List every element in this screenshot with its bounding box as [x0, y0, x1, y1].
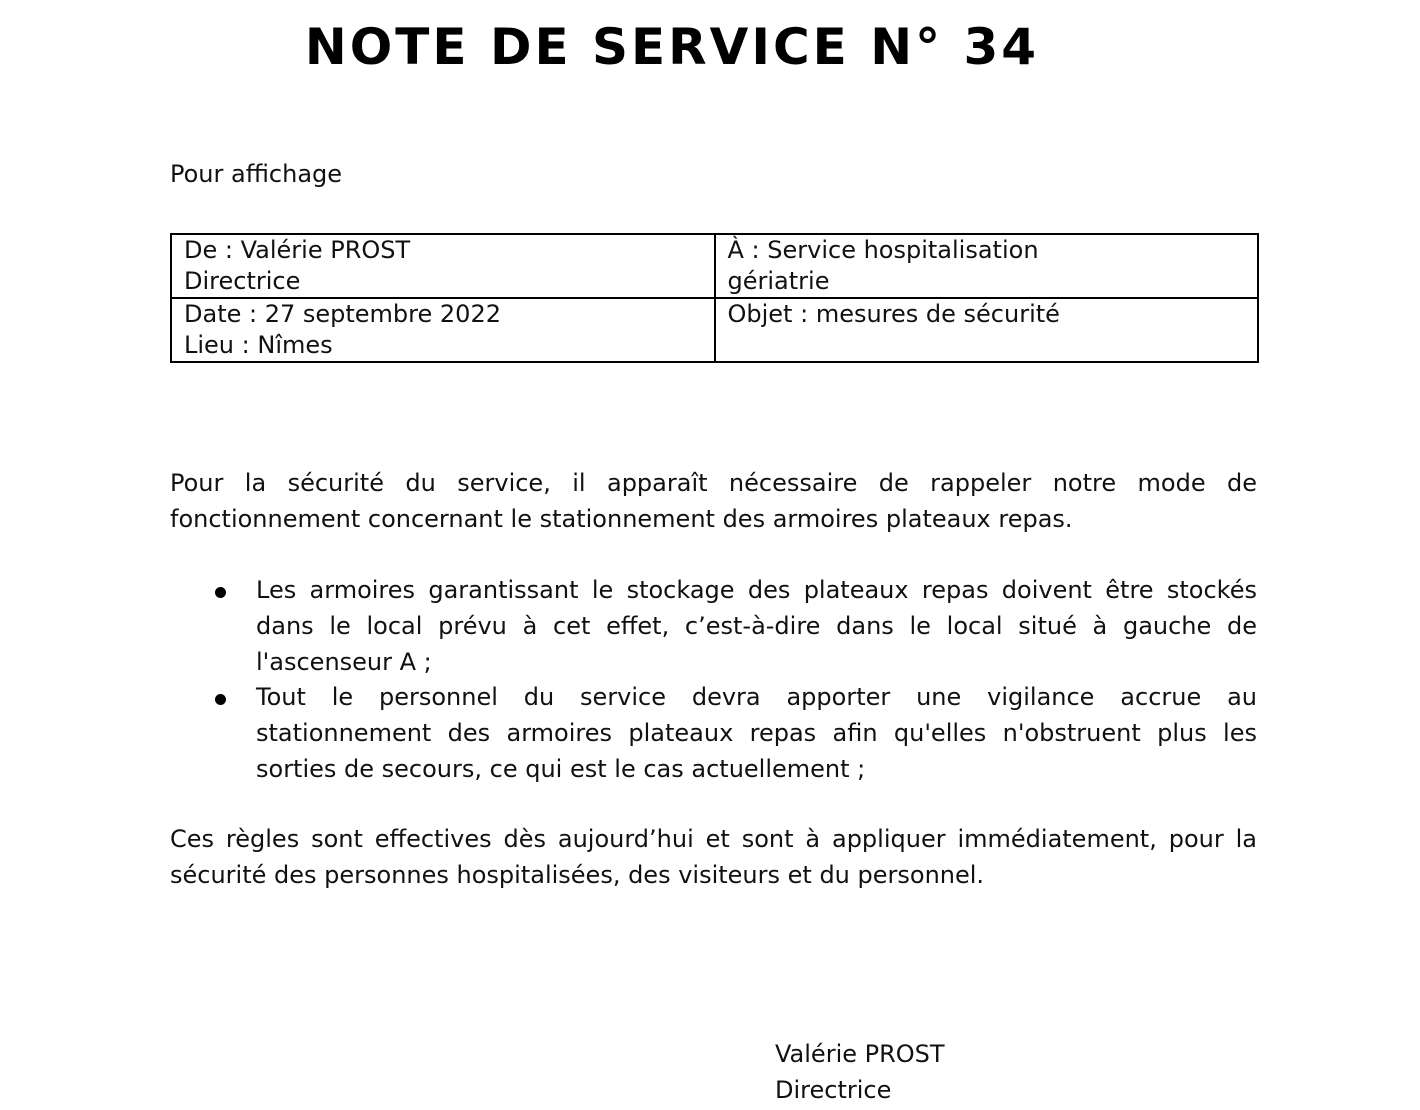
signature-block: [775, 1036, 945, 1108]
from-role: Directrice: [184, 267, 301, 295]
list-item: [170, 573, 1257, 680]
list-item-text: Les armoires garantissant le stockage des plateaux repas doivent être stockés dans le local prévu à cet effet, c’est-à-dire dans le local situé à gauche de l'ascenseur A ;: [256, 576, 1257, 676]
date-text: Date : 27 septembre 2022: [184, 300, 501, 328]
place-text: Lieu : Nîmes: [184, 331, 333, 359]
list-item-text: Tout le personnel du service devra apporter une vigilance accrue au stationnement des armoires plateaux repas afin qu'elles n'obstruent plus les sorties de secours, ce qui est le cas actuellement ;: [256, 683, 1257, 783]
to-service: À : Service hospitalisation: [727, 236, 1039, 264]
from-cell: [171, 234, 715, 298]
bullet-icon: [215, 694, 226, 705]
header-row: [171, 298, 1258, 362]
closing-paragraph: Ces règles sont effectives dès aujourd’hui et sont à appliquer immédiatement, pour la sécurité des personnes hospitalisées, des visiteurs et du personnel.: [170, 825, 1257, 889]
intro-paragraph: Pour la sécurité du service, il apparaît nécessaire de rappeler notre mode de fonctionnement concernant le stationnement des armoires plateaux repas.: [170, 469, 1257, 533]
bullet-icon: [215, 587, 226, 598]
date-place-cell: [171, 298, 715, 362]
signature-role: Directrice: [775, 1076, 892, 1104]
subject-text: Objet : mesures de sécurité: [727, 300, 1060, 328]
from-name: De : Valérie PROST: [184, 236, 411, 264]
signature-name: Valérie PROST: [775, 1040, 945, 1068]
display-notice: Pour affichage: [170, 160, 343, 188]
subject-cell: [715, 298, 1259, 362]
rules-list: [170, 573, 1257, 788]
header-row: [171, 234, 1258, 298]
to-cell: [715, 234, 1259, 298]
document-title: NOTE DE SERVICE N° 34: [304, 18, 1040, 76]
list-item: [170, 680, 1257, 787]
memo-header-table: [170, 233, 1259, 363]
to-service-cont: gériatrie: [727, 267, 830, 295]
